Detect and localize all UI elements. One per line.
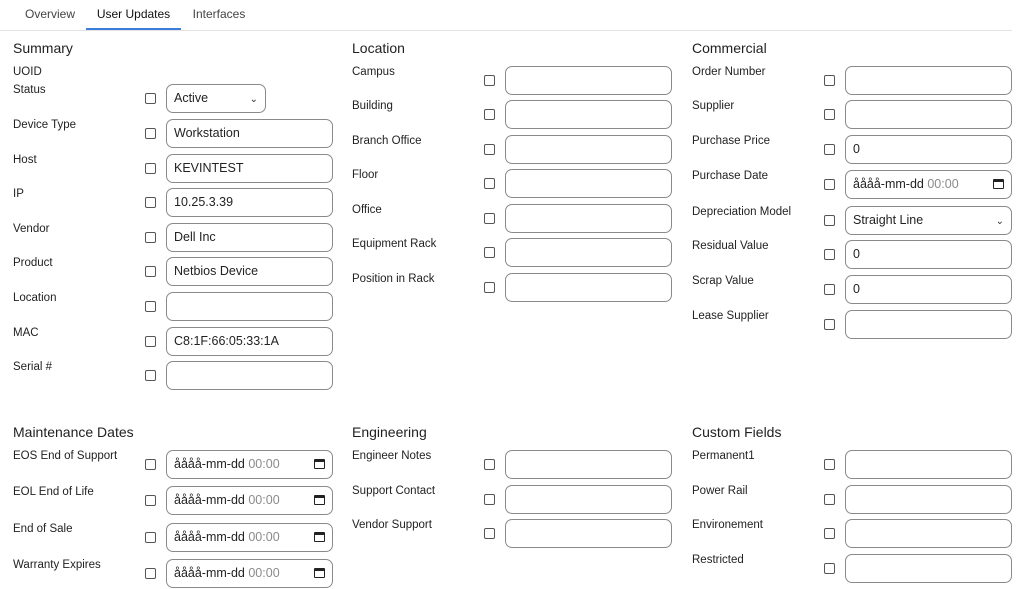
maintenance-section [13, 424, 335, 580]
location-row [13, 292, 335, 322]
field-label: Lease Supplier [692, 310, 769, 322]
field-label: Supplier [692, 100, 735, 112]
warranty-expires-date-input[interactable] [166, 559, 333, 588]
time-placeholder: 00:00 [248, 457, 280, 471]
field-label: MAC [13, 327, 39, 339]
field-label: End of Sale [13, 523, 73, 535]
purchase-date-checkbox[interactable] [824, 179, 835, 190]
permanent1-row [692, 450, 1014, 480]
uoid-row [13, 66, 335, 82]
field-label: Building [352, 100, 393, 112]
building-checkbox[interactable] [484, 109, 495, 120]
section-title: Engineering [352, 424, 427, 440]
engineer-notes-checkbox[interactable] [484, 459, 495, 470]
permanent1-input[interactable] [845, 450, 1012, 479]
field-label: Office [352, 204, 382, 216]
purchase-date-row [692, 170, 1014, 200]
office-checkbox[interactable] [484, 213, 495, 224]
field-label: Host [13, 154, 37, 166]
field-label: Scrap Value [692, 275, 754, 287]
field-label: Permanent1 [692, 450, 755, 462]
field-label: Engineer Notes [352, 450, 432, 462]
field-label: Support Contact [352, 485, 436, 497]
field-label: Position in Rack [352, 273, 435, 285]
section-title: Location [352, 40, 405, 56]
field-label: EOS End of Support [13, 450, 118, 462]
host-checkbox[interactable] [145, 163, 156, 174]
field-label: Purchase Date [692, 170, 769, 182]
field-label: Purchase Price [692, 135, 770, 147]
equipment-rack-row [352, 238, 674, 268]
host-input[interactable]: KEVINTEST [166, 154, 333, 183]
vendor-support-checkbox[interactable] [484, 528, 495, 539]
permanent1-checkbox[interactable] [824, 459, 835, 470]
field-label: Campus [352, 66, 395, 78]
location-input[interactable] [166, 292, 333, 321]
support-contact-row [352, 485, 674, 515]
calendar-icon[interactable] [314, 568, 325, 578]
calendar-icon[interactable] [314, 495, 325, 505]
field-label: Floor [352, 169, 379, 181]
support-contact-checkbox[interactable] [484, 494, 495, 505]
engineer-notes-row [352, 450, 674, 480]
campus-input[interactable] [505, 66, 672, 95]
vendor-checkbox[interactable] [145, 232, 156, 243]
order-number-input[interactable] [845, 66, 1012, 95]
branch-office-checkbox[interactable] [484, 144, 495, 155]
field-label: Vendor [13, 223, 50, 235]
position-in-rack-input[interactable] [505, 273, 672, 302]
depreciation-model-checkbox[interactable] [824, 215, 835, 226]
field-label: Restricted [692, 554, 744, 566]
support-contact-input[interactable] [505, 485, 672, 514]
scrap-value-input[interactable]: 0 [845, 275, 1012, 304]
field-label: IP [13, 188, 24, 200]
tab-overview[interactable]: Overview [24, 7, 75, 21]
status-select-value: Active [174, 91, 209, 105]
ip-row [13, 188, 335, 218]
chevron-down-icon: ⌄ [995, 216, 1004, 227]
host-row [13, 154, 335, 184]
residual-value-row [692, 240, 1014, 270]
field-label: EOL End of Life [13, 486, 94, 498]
residual-value-checkbox[interactable] [824, 249, 835, 260]
branch-office-row [352, 135, 674, 165]
vendor-row [13, 223, 335, 253]
power-rail-input[interactable] [845, 485, 1012, 514]
depreciation-model-value: Straight Line [853, 213, 924, 227]
eol-row [13, 486, 335, 516]
eos-checkbox[interactable] [145, 459, 156, 470]
date-placeholder: åååå-mm-dd [174, 530, 245, 544]
ip-input[interactable]: 10.25.3.39 [166, 188, 333, 217]
tab-interfaces[interactable]: Interfaces [192, 7, 246, 21]
purchase-price-checkbox[interactable] [824, 144, 835, 155]
chevron-down-icon: ⌄ [249, 94, 258, 105]
status-row [13, 84, 335, 114]
date-placeholder: åååå-mm-dd [853, 177, 924, 191]
vendor-support-input[interactable] [505, 519, 672, 548]
summary-section [13, 40, 335, 400]
serial-input[interactable] [166, 361, 333, 390]
device-type-input[interactable]: Workstation [166, 119, 333, 148]
end-of-sale-date-input[interactable] [166, 523, 333, 552]
eol-checkbox[interactable] [145, 495, 156, 506]
environement-checkbox[interactable] [824, 528, 835, 539]
floor-row [352, 169, 674, 199]
field-label: Vendor Support [352, 519, 432, 531]
position-in-rack-checkbox[interactable] [484, 282, 495, 293]
purchase-price-input[interactable]: 0 [845, 135, 1012, 164]
order-number-row [692, 66, 1014, 96]
date-placeholder: åååå-mm-dd [174, 566, 245, 580]
field-label: Product [13, 257, 53, 269]
vendor-input[interactable]: Dell Inc [166, 223, 333, 252]
warranty-expires-row [13, 559, 335, 589]
time-placeholder: 00:00 [927, 177, 959, 191]
date-placeholder: åååå-mm-dd [174, 457, 245, 471]
calendar-icon[interactable] [993, 179, 1004, 189]
time-placeholder: 00:00 [248, 530, 280, 544]
field-label: Environement [692, 519, 763, 531]
floor-input[interactable] [505, 169, 672, 198]
section-title: Commercial [692, 40, 767, 56]
lease-supplier-row [692, 310, 1014, 340]
campus-checkbox[interactable] [484, 75, 495, 86]
restricted-row [692, 554, 1014, 584]
field-label: Warranty Expires [13, 559, 101, 571]
power-rail-row [692, 485, 1014, 515]
field-label: Status [13, 84, 46, 96]
status-checkbox[interactable] [145, 93, 156, 104]
eos-row [13, 450, 335, 480]
building-input[interactable] [505, 100, 672, 129]
field-label: Equipment Rack [352, 238, 437, 250]
purchase-date-input[interactable] [845, 170, 1012, 199]
branch-office-input[interactable] [505, 135, 672, 164]
order-number-checkbox[interactable] [824, 75, 835, 86]
end-of-sale-checkbox[interactable] [145, 532, 156, 543]
supplier-input[interactable] [845, 100, 1012, 129]
eos-date-input[interactable] [166, 450, 333, 479]
power-rail-checkbox[interactable] [824, 494, 835, 505]
serial-row [13, 361, 335, 391]
engineering-section [352, 424, 674, 554]
field-label: Branch Office [352, 135, 422, 147]
field-label: Serial # [13, 361, 52, 373]
device-type-checkbox[interactable] [145, 128, 156, 139]
environement-row [692, 519, 1014, 549]
environement-input[interactable] [845, 519, 1012, 548]
field-label: Location [13, 292, 57, 304]
ip-checkbox[interactable] [145, 197, 156, 208]
field-label: Residual Value [692, 240, 769, 252]
building-row [352, 100, 674, 130]
serial-checkbox[interactable] [145, 370, 156, 381]
warranty-expires-checkbox[interactable] [145, 568, 156, 579]
office-row [352, 204, 674, 234]
time-placeholder: 00:00 [248, 493, 280, 507]
product-row [13, 257, 335, 287]
position-in-rack-row [352, 273, 674, 303]
field-label: Device Type [13, 119, 77, 131]
mac-row [13, 327, 335, 357]
equipment-rack-checkbox[interactable] [484, 247, 495, 258]
location-section [352, 40, 674, 310]
campus-row [352, 66, 674, 96]
custom-fields-section [692, 424, 1014, 571]
engineer-notes-input[interactable] [505, 450, 672, 479]
location-checkbox[interactable] [145, 301, 156, 312]
field-label: Power Rail [692, 485, 748, 497]
office-input[interactable] [505, 204, 672, 233]
lease-supplier-input[interactable] [845, 310, 1012, 339]
tab-user-updates[interactable]: User Updates [86, 0, 181, 30]
calendar-icon[interactable] [314, 459, 325, 469]
section-title: Maintenance Dates [13, 424, 134, 440]
restricted-input[interactable] [845, 554, 1012, 583]
supplier-checkbox[interactable] [824, 109, 835, 120]
scrap-value-checkbox[interactable] [824, 284, 835, 295]
field-label: UOID [13, 66, 42, 78]
purchase-price-row [692, 135, 1014, 165]
mac-checkbox[interactable] [145, 336, 156, 347]
calendar-icon[interactable] [314, 532, 325, 542]
eol-date-input[interactable] [166, 486, 333, 515]
residual-value-input[interactable]: 0 [845, 240, 1012, 269]
depreciation-model-row [692, 206, 1014, 236]
date-placeholder: åååå-mm-dd [174, 493, 245, 507]
tab-bar [0, 0, 1012, 31]
product-checkbox[interactable] [145, 266, 156, 277]
time-placeholder: 00:00 [248, 566, 280, 580]
field-label: Order Number [692, 66, 766, 78]
equipment-rack-input[interactable] [505, 238, 672, 267]
section-title: Custom Fields [692, 424, 782, 440]
floor-checkbox[interactable] [484, 178, 495, 189]
depreciation-model-select[interactable] [845, 206, 1012, 235]
section-title: Summary [13, 40, 73, 56]
end-of-sale-row [13, 523, 335, 553]
vendor-support-row [352, 519, 674, 549]
lease-supplier-checkbox[interactable] [824, 319, 835, 330]
commercial-section [692, 40, 1014, 345]
device-type-row [13, 119, 335, 149]
status-select[interactable] [166, 84, 266, 113]
product-input[interactable]: Netbios Device [166, 257, 333, 286]
scrap-value-row [692, 275, 1014, 305]
field-label: Depreciation Model [692, 206, 792, 218]
restricted-checkbox[interactable] [824, 563, 835, 574]
supplier-row [692, 100, 1014, 130]
mac-input[interactable]: C8:1F:66:05:33:1A [166, 327, 333, 356]
